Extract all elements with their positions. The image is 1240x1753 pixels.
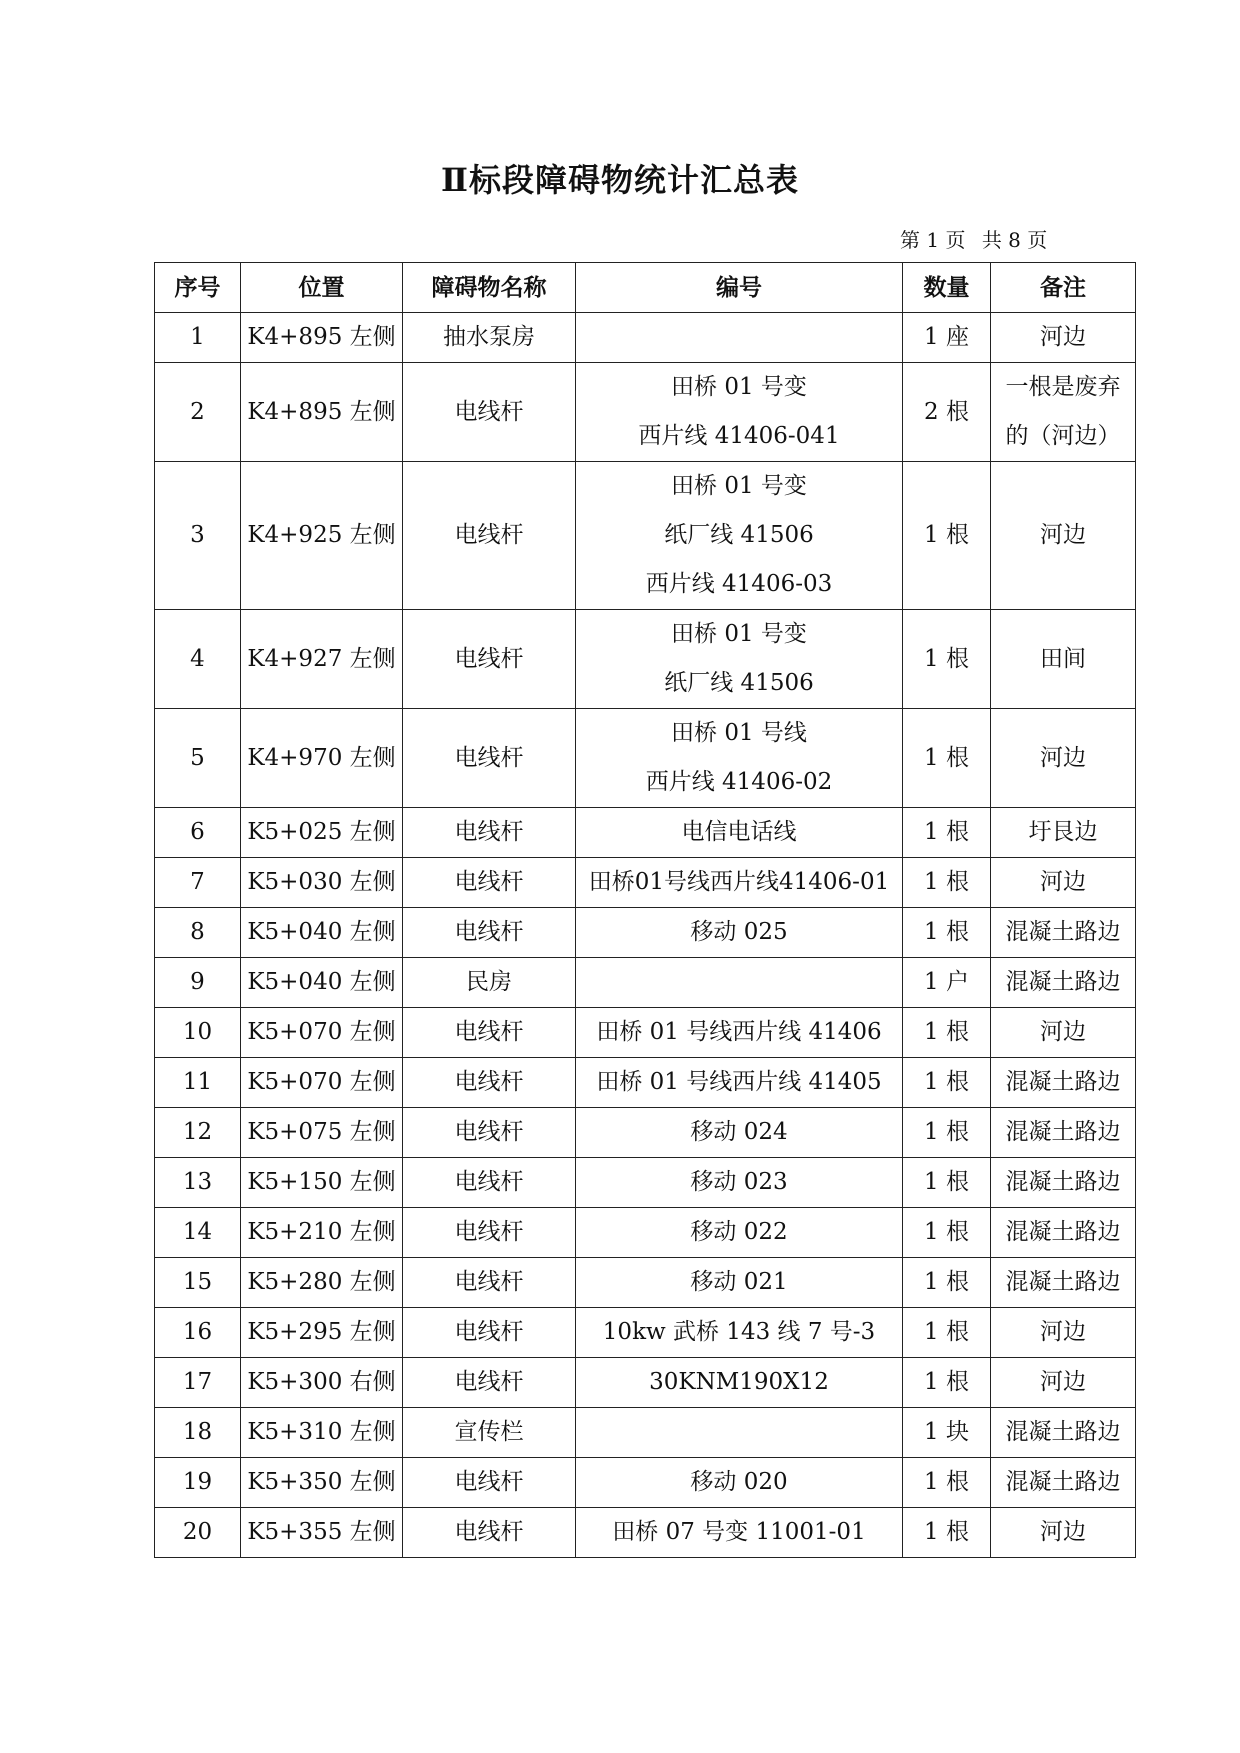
cell-code (576, 1008, 903, 1058)
cell-no: 13 (155, 1158, 241, 1208)
cell-remark (991, 610, 1136, 709)
table-row (155, 1308, 1136, 1358)
table-row (155, 1058, 1136, 1108)
cell-no: 5 (155, 709, 241, 808)
cell-code-line: 田桥 07 号变 11001-01 (612, 1519, 866, 1545)
cell-location: K5+040 左侧 (241, 908, 403, 958)
cell-name: 电线杆 (403, 1308, 576, 1358)
cell-location: K5+280 左侧 (241, 1258, 403, 1308)
cell-no: 15 (155, 1258, 241, 1308)
cell-quantity: 1 根 (903, 1208, 991, 1258)
cell-name: 电线杆 (403, 1358, 576, 1408)
cell-remark-line: 混凝土路边 (1005, 1269, 1121, 1295)
cell-no: 3 (155, 462, 241, 610)
cell-location: K5+295 左侧 (241, 1308, 403, 1358)
page-indicator (900, 224, 1070, 253)
cell-remark (991, 1458, 1136, 1508)
cell-code (576, 908, 903, 958)
cell-name: 电线杆 (403, 1108, 576, 1158)
cell-location: K5+025 左侧 (241, 808, 403, 858)
cell-quantity: 1 根 (903, 858, 991, 908)
cell-location: K5+150 左侧 (241, 1158, 403, 1208)
cell-quantity: 1 根 (903, 908, 991, 958)
cell-remark (991, 1358, 1136, 1408)
cell-quantity: 1 块 (903, 1408, 991, 1458)
cell-remark (991, 709, 1136, 808)
cell-quantity: 1 根 (903, 1158, 991, 1208)
cell-remark (991, 1108, 1136, 1158)
cell-no: 16 (155, 1308, 241, 1358)
cell-code-line: 30KNM190X12 (649, 1369, 829, 1395)
table-row (155, 313, 1136, 363)
cell-quantity: 1 根 (903, 709, 991, 808)
table-row (155, 1158, 1136, 1208)
cell-no: 19 (155, 1458, 241, 1508)
header-remark: 备注 (991, 263, 1136, 313)
cell-code-line: 田桥 01 号线西片线 41405 (596, 1069, 882, 1095)
cell-code-line: 移动 021 (690, 1269, 788, 1295)
cell-name: 电线杆 (403, 363, 576, 462)
cell-code-line: 纸厂线 41506 (664, 522, 814, 548)
cell-no: 6 (155, 808, 241, 858)
cell-no: 8 (155, 908, 241, 958)
cell-remark (991, 1158, 1136, 1208)
page-current: 第 1 页 (900, 228, 966, 252)
cell-remark-line: 田间 (1040, 645, 1086, 672)
cell-quantity: 1 根 (903, 1008, 991, 1058)
cell-remark-line: 混凝土路边 (1005, 969, 1121, 995)
cell-remark-line: 河边 (1040, 869, 1086, 895)
table-body (155, 313, 1136, 1558)
cell-code-line: 西片线 41406-02 (645, 769, 833, 795)
cell-remark (991, 958, 1136, 1008)
table-row (155, 1358, 1136, 1408)
cell-code (576, 1208, 903, 1258)
table-row (155, 610, 1136, 709)
cell-remark-line: 混凝土路边 (1005, 919, 1121, 945)
cell-name: 电线杆 (403, 709, 576, 808)
cell-code (576, 1258, 903, 1308)
cell-remark (991, 1058, 1136, 1108)
cell-no: 14 (155, 1208, 241, 1258)
cell-no: 4 (155, 610, 241, 709)
cell-no: 10 (155, 1008, 241, 1058)
cell-quantity: 1 根 (903, 1508, 991, 1558)
cell-name: 电线杆 (403, 1058, 576, 1108)
cell-code (576, 1108, 903, 1158)
cell-no: 7 (155, 858, 241, 908)
cell-code-line: 电信电话线 (681, 819, 797, 845)
cell-code-line: 纸厂线 41506 (664, 670, 814, 696)
cell-remark-line: 河边 (1040, 1019, 1086, 1045)
page-total: 共 8 页 (981, 228, 1048, 252)
cell-location: K5+040 左侧 (241, 958, 403, 1008)
cell-name: 电线杆 (403, 1208, 576, 1258)
cell-location: K5+075 左侧 (241, 1108, 403, 1158)
cell-code (576, 313, 903, 363)
cell-quantity: 1 根 (903, 1358, 991, 1408)
cell-code (576, 1408, 903, 1458)
cell-code-line: 移动 020 (690, 1469, 788, 1495)
cell-remark-line: 河边 (1040, 1319, 1086, 1345)
cell-remark (991, 858, 1136, 908)
cell-location: K4+970 左侧 (241, 709, 403, 808)
cell-code-line: 田桥01号线西片线41406-01 (588, 869, 890, 895)
table-row (155, 808, 1136, 858)
table-row (155, 1008, 1136, 1058)
cell-remark-line: 混凝土路边 (1005, 1219, 1121, 1245)
cell-code-line: 西片线 41406-03 (645, 571, 833, 597)
table-row (155, 908, 1136, 958)
cell-code-line: 移动 023 (690, 1169, 788, 1195)
cell-location: K5+350 左侧 (241, 1458, 403, 1508)
cell-quantity: 1 根 (903, 1108, 991, 1158)
cell-no: 18 (155, 1408, 241, 1458)
cell-quantity: 2 根 (903, 363, 991, 462)
cell-remark (991, 363, 1136, 462)
cell-code-line: 田桥 01 号变 (671, 621, 807, 647)
cell-remark (991, 1208, 1136, 1258)
cell-code-line: 移动 022 (690, 1219, 788, 1245)
cell-name: 电线杆 (403, 1158, 576, 1208)
cell-remark-line: 河边 (1040, 1519, 1086, 1545)
cell-no: 1 (155, 313, 241, 363)
table-row (155, 1508, 1136, 1558)
cell-quantity: 1 根 (903, 1258, 991, 1308)
cell-remark-line: 河边 (1040, 522, 1086, 548)
cell-no: 9 (155, 958, 241, 1008)
cell-code (576, 1508, 903, 1558)
cell-no: 17 (155, 1358, 241, 1408)
cell-remark (991, 1308, 1136, 1358)
header-quantity: 数量 (903, 263, 991, 313)
table-row (155, 1408, 1136, 1458)
cell-no: 2 (155, 363, 241, 462)
cell-remark-line: 混凝土路边 (1005, 1169, 1121, 1195)
header-location: 位置 (241, 263, 403, 313)
cell-remark (991, 808, 1136, 858)
cell-remark-line: 混凝土路边 (1005, 1469, 1121, 1495)
cell-code-line: 田桥 01 号线 (671, 720, 807, 746)
cell-remark (991, 908, 1136, 958)
cell-remark-line: 混凝土路边 (1005, 1069, 1121, 1095)
cell-location: K4+925 左侧 (241, 462, 403, 610)
cell-remark-line: 混凝土路边 (1005, 1119, 1121, 1145)
cell-remark-line: 河边 (1040, 744, 1086, 771)
cell-location: K5+300 右侧 (241, 1358, 403, 1408)
table-row (155, 858, 1136, 908)
cell-name: 电线杆 (403, 1008, 576, 1058)
cell-code (576, 363, 903, 462)
cell-remark-line: 河边 (1040, 324, 1086, 350)
cell-code (576, 1458, 903, 1508)
cell-code (576, 610, 903, 709)
cell-name: 电线杆 (403, 808, 576, 858)
cell-code-line: 田桥 01 号线西片线 41406 (596, 1019, 882, 1045)
header-no: 序号 (155, 263, 241, 313)
cell-no: 11 (155, 1058, 241, 1108)
obstacle-table (154, 262, 1136, 1558)
cell-remark-line: 的（河边） (1005, 423, 1121, 449)
table-row (155, 1258, 1136, 1308)
cell-remark (991, 1508, 1136, 1558)
cell-name: 宣传栏 (403, 1408, 576, 1458)
cell-name: 电线杆 (403, 908, 576, 958)
cell-quantity: 1 根 (903, 808, 991, 858)
cell-code (576, 808, 903, 858)
cell-code-line: 田桥 01 号变 (671, 473, 807, 499)
cell-code-line: 西片线 41406-041 (638, 423, 840, 449)
cell-quantity: 1 根 (903, 462, 991, 610)
table-row (155, 958, 1136, 1008)
cell-quantity: 1 根 (903, 1308, 991, 1358)
cell-name: 抽水泵房 (403, 313, 576, 363)
header-name: 障碍物名称 (403, 263, 576, 313)
cell-code (576, 709, 903, 808)
cell-quantity: 1 根 (903, 610, 991, 709)
cell-location: K4+895 左侧 (241, 363, 403, 462)
cell-quantity: 1 座 (903, 313, 991, 363)
table-row (155, 709, 1136, 808)
table-row (155, 1108, 1136, 1158)
cell-name: 电线杆 (403, 462, 576, 610)
cell-quantity: 1 户 (903, 958, 991, 1008)
cell-remark (991, 1008, 1136, 1058)
cell-name: 电线杆 (403, 1508, 576, 1558)
cell-code-line: 移动 025 (690, 919, 788, 945)
cell-code (576, 858, 903, 908)
header-code: 编号 (576, 263, 903, 313)
cell-remark-line: 混凝土路边 (1005, 1419, 1121, 1445)
cell-code (576, 462, 903, 610)
table-row (155, 1208, 1136, 1258)
cell-code (576, 1308, 903, 1358)
cell-no: 20 (155, 1508, 241, 1558)
cell-quantity: 1 根 (903, 1058, 991, 1108)
cell-name: 电线杆 (403, 1458, 576, 1508)
table-row (155, 363, 1136, 462)
cell-code-line: 移动 024 (690, 1119, 788, 1145)
cell-remark-line: 圩艮边 (1028, 819, 1098, 845)
cell-remark (991, 1408, 1136, 1458)
cell-quantity: 1 根 (903, 1458, 991, 1508)
cell-code (576, 1058, 903, 1108)
document-title: Ⅱ标段障碍物统计汇总表 (441, 161, 799, 199)
cell-remark (991, 313, 1136, 363)
cell-remark (991, 462, 1136, 610)
cell-name: 电线杆 (403, 1258, 576, 1308)
cell-location: K4+927 左侧 (241, 610, 403, 709)
cell-location: K5+070 左侧 (241, 1008, 403, 1058)
table-row (155, 462, 1136, 610)
cell-remark-line: 河边 (1040, 1369, 1086, 1395)
table-row (155, 1458, 1136, 1508)
cell-no: 12 (155, 1108, 241, 1158)
cell-code (576, 1358, 903, 1408)
cell-name: 电线杆 (403, 610, 576, 709)
cell-location: K5+030 左侧 (241, 858, 403, 908)
cell-remark-line: 一根是废弃 (1005, 374, 1121, 400)
cell-code (576, 1158, 903, 1208)
table-header-row (155, 263, 1136, 313)
cell-name: 电线杆 (403, 858, 576, 908)
cell-location: K4+895 左侧 (241, 313, 403, 363)
cell-name: 民房 (403, 958, 576, 1008)
cell-code-line: 田桥 01 号变 (671, 374, 807, 400)
cell-location: K5+070 左侧 (241, 1058, 403, 1108)
cell-location: K5+210 左侧 (241, 1208, 403, 1258)
cell-location: K5+310 左侧 (241, 1408, 403, 1458)
cell-remark (991, 1258, 1136, 1308)
cell-code-line: 10kw 武桥 143 线 7 号-3 (602, 1319, 876, 1345)
cell-location: K5+355 左侧 (241, 1508, 403, 1558)
cell-code (576, 958, 903, 1008)
